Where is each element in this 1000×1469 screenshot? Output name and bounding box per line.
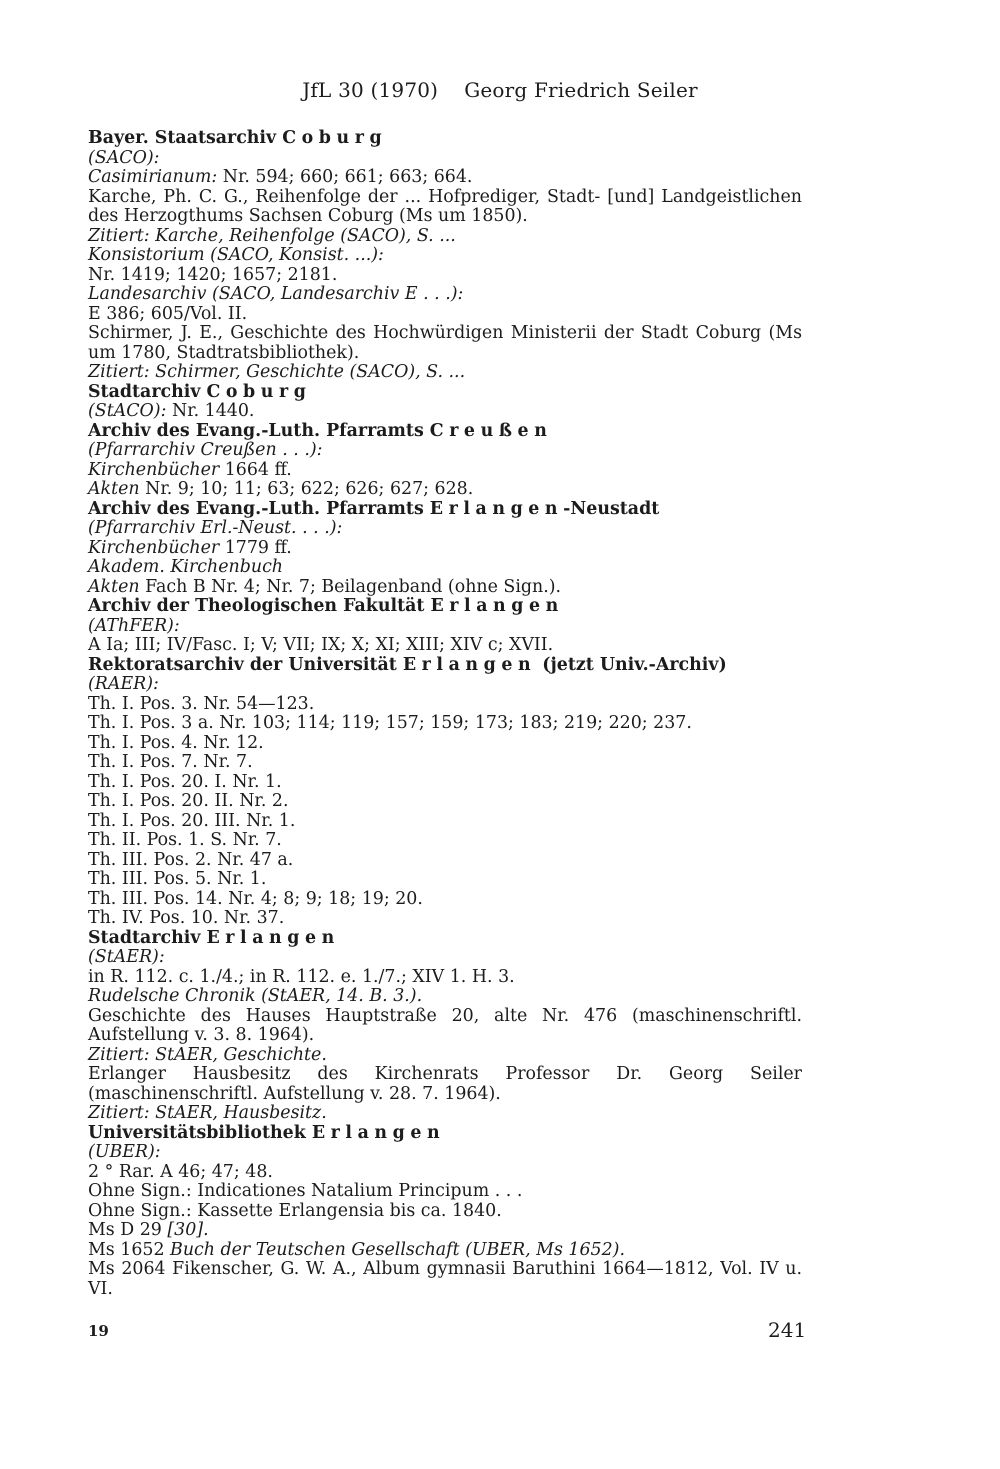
archive-heading: [88, 422, 802, 442]
citation-note: Zitiert: Karche, Reihenfolge (SACO), S. ...: [88, 225, 456, 246]
archive-siglum: (RAER):: [88, 674, 159, 694]
source-entry: Th. III. Pos. 5. Nr. 1.: [88, 869, 267, 889]
citation-note: Zitiert: Schirmer, Geschichte (SACO), S. ...: [88, 362, 466, 382]
source-list: [88, 129, 802, 1299]
source-entry: Th. II. Pos. 1. S. Nr. 7.: [88, 830, 282, 850]
archive-place: Erlangen: [429, 498, 564, 519]
source-entry: Schirmer, J. E., Geschichte des Hochwürdigen Ministerii der Stadt Coburg (Ms um 1780, Stadtratsbibliothek).: [88, 323, 802, 363]
archive-siglum: (Pfarrarchiv Erl.-Neust. . . .):: [88, 518, 343, 538]
archive-place: Coburg: [282, 128, 388, 148]
source-entry: Kirchenbücher 1779 ff.: [88, 537, 292, 558]
source-entry: A Ia; III; IV/Fasc. I; V; VII; IX; X; XI; XIII; XIV c; XVII.: [88, 635, 554, 655]
source-entry: Th. I. Pos. 20. I. Nr. 1.: [88, 771, 282, 792]
archive-name: Stadtarchiv: [88, 381, 207, 402]
source-subheading: Konsistorium (SACO, Konsist. ...):: [88, 245, 384, 265]
archive-heading: Archiv des Evang.-Luth. Pfarramts Erlangen-Neustadt: [88, 498, 660, 519]
running-header: [0, 78, 1000, 102]
archive-name: Archiv des Evang.-Luth. Pfarramts: [88, 420, 430, 441]
source-entry: Karche, Ph. C. G., Reihenfolge der ... Hofprediger, Stadt- [und] Landgeistlichen des Herzogthums Sachsen Coburg (Ms um 1850).: [88, 186, 802, 226]
source-entry: Nr. 1419; 1420; 1657; 2181.: [88, 264, 338, 285]
archive-siglum: (StAER):: [88, 947, 165, 967]
source-entry: (StACO): Nr. 1440.: [88, 401, 255, 421]
archive-siglum: (AThFER):: [88, 615, 180, 636]
journal-citation: JfL 30 (1970): [302, 78, 439, 102]
source-entry: Ms D 29 [30].: [88, 1220, 209, 1240]
source-entry: E 386; 605/Vol. II.: [88, 303, 248, 324]
source-entry: Th. I. Pos. 20. III. Nr. 1.: [88, 810, 296, 831]
source-entry: Ms 2064 Fikenscher, G. W. A., Album gymnasii Baruthini 1664—1812, Vol. IV u. VI.: [88, 1259, 802, 1299]
archive-place: Creußen: [429, 420, 553, 441]
page-number: 241: [768, 1318, 807, 1342]
source-entry: Erlanger Hausbesitz des Kirchenrats Professor Dr. Georg Seiler (maschinenschriftl. Aufstellung v. 28. 7. 1964).: [88, 1064, 802, 1104]
archive-name: Archiv der Theologischen Fakultät: [88, 596, 431, 616]
archive-heading: [88, 1124, 802, 1144]
archive-place: Erlangen: [402, 654, 537, 675]
archive-siglum: (SACO):: [88, 147, 160, 168]
source-entry: Akten Fach B Nr. 4; Nr. 7; Beilagenband (ohne Sign.).: [88, 576, 562, 597]
signature-mark: 19: [88, 1322, 109, 1340]
source-entry: Casimirianum: Nr. 594; 660; 661; 663; 664.: [88, 167, 473, 187]
archive-heading: [88, 383, 802, 403]
archive-siglum: (UBER):: [88, 1142, 161, 1162]
source-entry: Akten Nr. 9; 10; 11; 63; 622; 626; 627; 628.: [88, 479, 474, 499]
citation-note: Zitiert: StAER, Hausbesitz.: [88, 1103, 327, 1123]
archive-heading: [88, 129, 802, 149]
source-entry: Ohne Sign.: Kassette Erlangensia bis ca. 1840.: [88, 1200, 502, 1221]
archive-heading: Rektoratsarchiv der Universität Erlangen (jetzt Univ.-Archiv): [88, 654, 727, 675]
source-entry: Th. I. Pos. 3. Nr. 54—123.: [88, 693, 315, 714]
archive-heading: [88, 929, 802, 949]
source-entry: Geschichte des Hauses Hauptstraße 20, alte Nr. 476 (maschinenschriftl. Aufstellung v. 3. 8. 1964).: [88, 1005, 802, 1045]
archive-name: Bayer. Staatsarchiv: [88, 128, 283, 148]
archive-siglum: (Pfarrarchiv Creußen . . .):: [88, 440, 323, 460]
source-entry: Th. I. Pos. 20. II. Nr. 2.: [88, 791, 289, 811]
archive-name: Stadtarchiv: [88, 927, 207, 948]
source-entry: Th. III. Pos. 2. Nr. 47 a.: [88, 849, 294, 870]
archive-heading: [88, 597, 802, 617]
source-entry: Rudelsche Chronik (StAER, 14. B. 3.).: [88, 986, 423, 1006]
source-entry: Ohne Sign.: Indicationes Natalium Principum . . .: [88, 1181, 523, 1201]
source-entry: Th. III. Pos. 14. Nr. 4; 8; 9; 18; 19; 20.: [88, 888, 423, 909]
source-entry: Th. I. Pos. 3 a. Nr. 103; 114; 119; 157; 159; 173; 183; 219; 220; 237.: [88, 713, 692, 733]
source-entry: Kirchenbücher 1664 ff.: [88, 459, 292, 480]
article-author: Georg Friedrich Seiler: [464, 78, 698, 102]
archive-name: Rektoratsarchiv der Universität: [88, 654, 403, 675]
source-entry: in R. 112. c. 1./4.; in R. 112. e. 1./7.; XIV 1. H. 3.: [88, 966, 515, 987]
source-entry: Ms 1652 Buch der Teutschen Gesellschaft (UBER, Ms 1652).: [88, 1239, 625, 1260]
source-entry: Akadem. Kirchenbuch: [88, 557, 284, 577]
source-entry: Th. I. Pos. 7. Nr. 7.: [88, 752, 253, 772]
source-entry: Th. IV. Pos. 10. Nr. 37.: [88, 908, 285, 928]
source-subheading: Landesarchiv (SACO, Landesarchiv E . . .):: [88, 284, 464, 304]
source-entry: Th. I. Pos. 4. Nr. 12.: [88, 732, 264, 753]
archive-place: Erlangen: [206, 927, 340, 948]
archive-name: Archiv des Evang.-Luth. Pfarramts: [88, 498, 430, 519]
archive-place: Erlangen: [311, 1122, 446, 1143]
citation-note: Zitiert: StAER, Geschichte.: [88, 1044, 327, 1065]
archive-place: Coburg: [206, 381, 312, 402]
archive-name: Universitätsbibliothek: [88, 1122, 312, 1143]
source-entry: 2 ° Rar. A 46; 47; 48.: [88, 1161, 273, 1182]
archive-place: Erlangen: [430, 596, 564, 616]
